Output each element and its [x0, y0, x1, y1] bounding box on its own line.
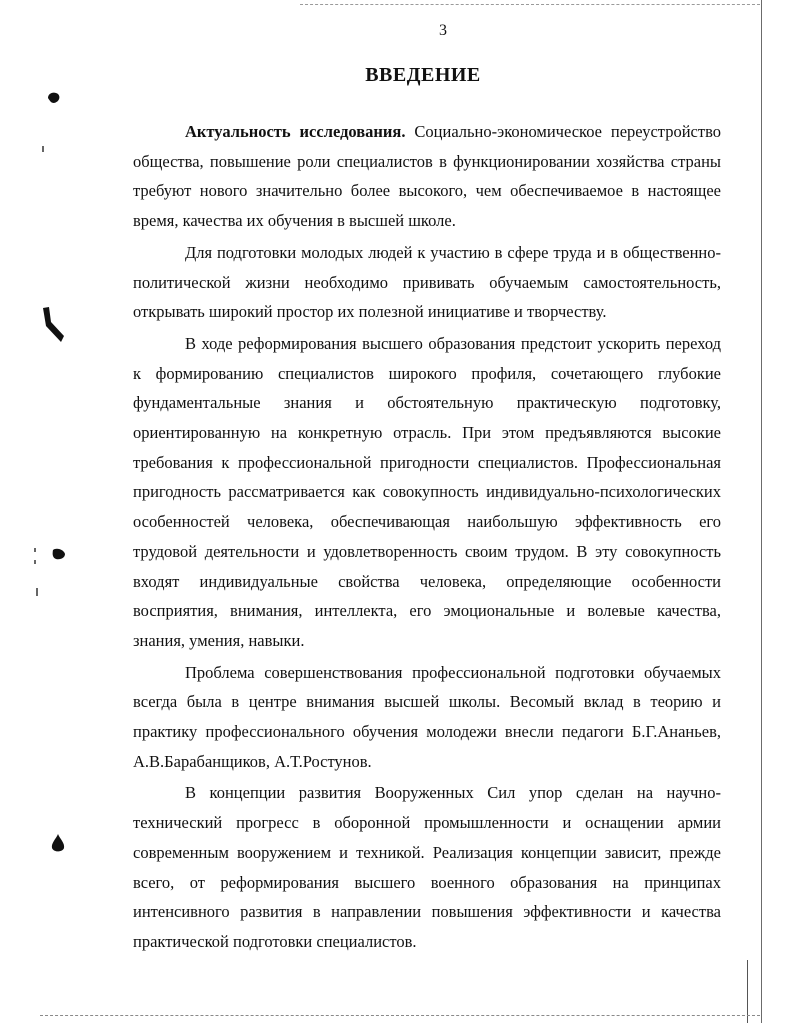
scan-edge-bottom	[40, 1015, 760, 1017]
punch-hole-mark-bottom	[50, 833, 66, 855]
paragraph-text: В ходе реформирования высшего образования предстоит ускорить переход к формированию специалистов широкого профиля, сочетающего глубокие фундаментальные знания и обстоятельную практическую подготовку, ориентированную на конкретную отрасль. При этом предъявляются высокие требования к профессиональной пригодности специалистов. Профессиональная пригодность рассматривается как совокупность индивидуально-психологических особенностей человека, обеспечивающая наибольшую эффективность его трудовой деятельности и удовлетворенность своим трудом. В эту совокупность входят индивидуальные свойства человека, определяющие особенности восприятия, внимания, интеллекта, его эмоциональные и волевые качества, знания, умения, навыки.	[133, 333, 721, 650]
paragraph-text: Для подготовки молодых людей к участию в сфере труда и в общественно-политической жизни необходимо прививать обучаемым самостоятельность, открывать широкий простор их полезной инициативе и творчеству.	[133, 242, 721, 322]
scan-edge-right	[761, 0, 762, 1023]
paragraph	[133, 238, 721, 327]
document-body	[133, 117, 721, 957]
paragraph	[133, 658, 721, 777]
paragraph-text: Проблема совершенствования профессиональной подготовки обучаемых всегда была в центре внимания высшей школы. Весомый вклад в теорию и практику профессионального обучения молодежи внесли педагоги Б.Г.Ананьев, А.В.Барабанщиков, А.Т.Ростунов.	[133, 662, 721, 771]
punch-hole-mark-middle	[48, 545, 68, 565]
paragraph-text: Социально-экономическое переустройство общества, повышение роли специалистов в функционировании хозяйства страны требуют нового значительно более высокого, чем обеспечиваемое в настоящее время, качества их обучения в высшей школе.	[133, 122, 721, 231]
binding-mark	[40, 306, 66, 344]
scan-tick	[36, 588, 38, 596]
paragraph-text: В концепции развития Вооруженных Сил упор сделан на научно-технический прогресс в оборонной промышленности и оснащении армии современным вооружением и техникой. Реализация концепции зависит, прежде всего, от реформирования высшего военного образования на принципах интенсивного развития в направлении повышения эффективности и качества практической подготовки специалистов.	[133, 783, 721, 951]
scan-tick	[42, 146, 44, 152]
scan-tick	[34, 560, 36, 564]
page-number: 3	[439, 22, 447, 39]
paragraph	[133, 778, 721, 956]
paragraph-lead: Актуальность исследования.	[185, 122, 406, 141]
paragraph-relevance	[133, 117, 721, 236]
paragraph	[133, 329, 721, 656]
scan-edge-top	[300, 4, 760, 6]
scan-tick	[34, 548, 36, 552]
scan-edge-right-inner	[747, 960, 748, 1023]
page-title: ВВЕДЕНИЕ	[365, 64, 481, 86]
punch-hole-mark-top	[46, 90, 62, 106]
